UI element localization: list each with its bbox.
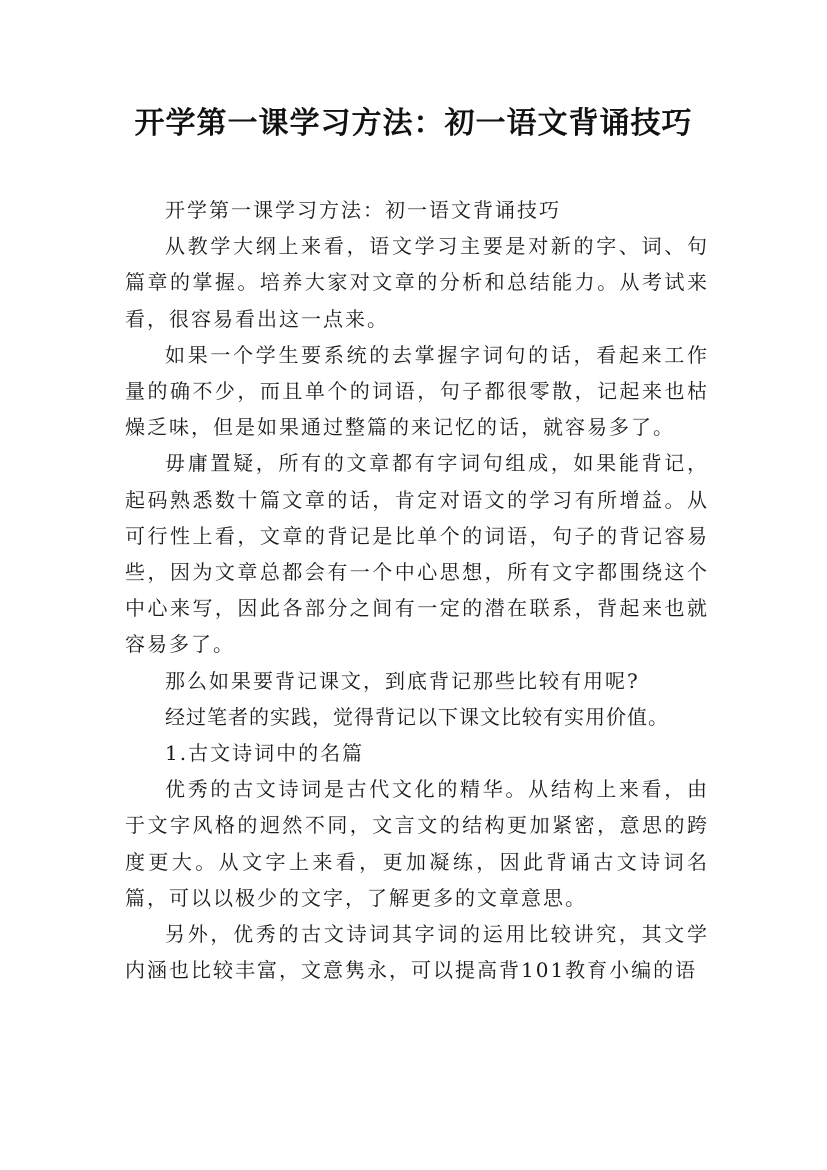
section-heading: 1.古文诗词中的名篇 — [165, 741, 365, 766]
paragraph: 那么如果要背记课文，到底背记那些比较有用呢? — [165, 668, 640, 693]
paragraph: 毋庸置疑，所有的文章都有字词句组成，如果能背记，起码熟悉数十篇文章的话，肯定对语文的学习有所增益。从可行性上看，文章的背记是比单个的词语，句子的背记容易些，因为文章总都会有一个中心思想，所有文字都围绕这个中心来写，因此各部分之间有一定的潜在联系，背起来也就容易多了。 — [125, 451, 709, 657]
paragraph: 优秀的古文诗词是古代文化的精华。从结构上来看，由于文字风格的迥然不同，文言文的结构更加紧密，意思的跨度更大。从文字上来看，更加凝练，因此背诵古文诗词名篇，可以以极少的文字，了解更多的文章意思。 — [125, 777, 709, 910]
paragraph: 经过笔者的实践，觉得背记以下课文比较有实用价值。 — [165, 704, 669, 729]
paragraph: 如果一个学生要系统的去掌握字词句的话，看起来工作量的确不少，而且单个的词语，句子都很零散，记起来也枯燥乏味，但是如果通过整篇的来记忆的话，就容易多了。 — [125, 342, 709, 440]
paragraph: 另外，优秀的古文诗词其字词的运用比较讲究，其文学内涵也比较丰富，文意隽永，可以提高背101教育小编的语 — [125, 922, 709, 983]
paragraph-subtitle: 开学第一课学习方法：初一语文背诵技巧 — [165, 198, 561, 222]
paragraph: 从教学大纲上来看，语文学习主要是对新的字、词、句篇章的掌握。培养大家对文章的分析和总结能力。从考试来看，很容易看出这一点来。 — [125, 234, 709, 331]
document-title: 开学第一课学习方法：初一语文背诵技巧 — [134, 106, 693, 141]
document-body — [125, 192, 709, 988]
